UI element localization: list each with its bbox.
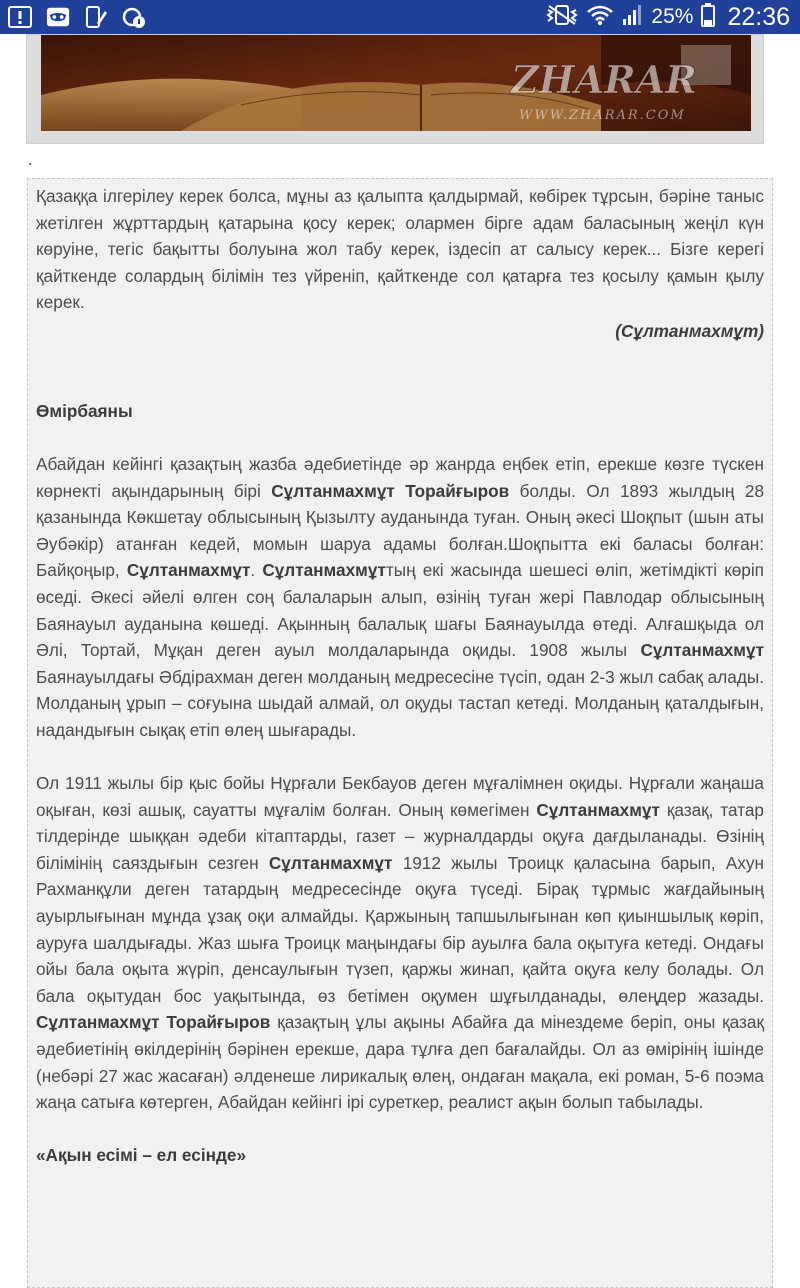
- spacer: [36, 743, 764, 770]
- spacer: [36, 424, 764, 451]
- notification-icons: [8, 5, 146, 29]
- text: Абайдан кейінгі қазақтың жазба әдебиетінде әр жанрда еңбек етіп, ерекше көзге түскен көрнекті ақындарының бірі: [36, 453, 764, 501]
- books-illustration: [41, 35, 751, 131]
- banner-image[interactable]: [41, 35, 751, 131]
- text: болды. Ол 1893 жылдың 28 қазанында Көкшетау облысының Қызылту ауданында туған. Оның әкесі Шоқпыт (шын аты Әубәкір) атанған кедей, момын шаруа адамы болған.Шоқпытта екі баласы болған: Байқоңыр,: [36, 480, 764, 581]
- vibrate-mute-icon: [545, 4, 579, 31]
- text: Ол 1911 жылы бір қыс бойы Нұрғали Бекбауов деген мұғалімнен оқиды. Нұрғали жаңаша оқыған, көзі ашық, сауатты мұғалім болған. Оның көмегімен: [36, 773, 764, 820]
- biography-paragraph-1: [36, 451, 764, 744]
- wifi-icon: [587, 4, 613, 31]
- text: тың екі жасында шешесі өліп, жетімдікті көріп өседі. Әкесі әйелі өлген соң балаларын алып, өзінің туған жері Павлодар облысының Баянауыл ауданына көшеді. Ақынның балалық шағы Баянауылда өтеді. Алғашқыда ол Әлі, Тортай, Мұқан деген ауыл молдаларында оқиды. 1908 жылы: [36, 560, 764, 661]
- bold-name: Сұлтанмахмұт: [268, 852, 393, 873]
- biography-paragraph-2: [36, 770, 764, 1116]
- banner-url: WWW.ZHARAR.COM: [519, 108, 686, 123]
- battery-icon: [701, 3, 715, 32]
- battery-percent: 25%: [651, 5, 694, 28]
- bold-name: Сұлтанмахмұт Торайғыров: [36, 1012, 271, 1033]
- epigraph-author: (Сұлтанмахмұт): [615, 320, 764, 341]
- text: Баянауылдағы Әбдірахман деген молданың медресесіне түсіп, одан 2-3 жыл сабақ алады. Молданың ұрып – соғуына шыдай алмай, ол оқуды тастап кетеді. Молданың қаталдығын, надандығын сықақ етіп өлең шығарады.: [36, 666, 764, 740]
- bold-name: Сұлтанмахмұт Торайғыров: [271, 480, 510, 501]
- article-content: [27, 178, 773, 1288]
- spacer: [36, 371, 764, 398]
- incognito-mask-icon: [46, 5, 70, 29]
- settings-info-icon: [122, 5, 146, 29]
- text: қазақтың ұлы ақыны Абайға да мінездеме беріп, оны қазақ әдебиетінің өкілдерінің бәрінен ерекше, дара тұлға деп бағалайды. Ол аз өмірінің ішінде (небәрі 27 жас жасаған) әлденеше лирикалық өлең, ондаған мақала, екі роман, 5-6 поэма жаңа сатыға көтерген, Абайдан кейінгі ірі суреткер, реалист ақын болып табылады.: [36, 1012, 764, 1113]
- bold-name: Сұлтанмахмұт: [536, 799, 660, 820]
- banner-logo: ZHARAR: [511, 57, 697, 102]
- status-bar: [0, 0, 800, 34]
- alert-notification-icon: [8, 5, 32, 29]
- bold-name: Сұлтанмахмұт: [640, 640, 764, 661]
- bold-name: Сұлтанмахмұт: [126, 560, 251, 581]
- spacer: [36, 1116, 764, 1143]
- device-edit-icon: [84, 5, 108, 29]
- subheading: «Ақын есімі – ел есінде»: [36, 1145, 247, 1166]
- signal-strength-icon: [621, 4, 643, 31]
- spacer: [36, 345, 764, 372]
- text: 1912 жылы Троицк қаласына барып, Ахун Рахманқұли деген татардың медресесінде оқуға түседі. Бірақ тұрмыс жағдайының ауырлығынан мұнда ұзақ оқи алмайды. Қаржының тапшылығынан көп қиыншылық көріп, ауруға шалдығады. Жаз шыға Троицк маңындағы бір ауылға бала оқытуға кетеді. Ондағы ойы бала оқыта жүріп, денсаулығын түзеп, қаржы жинап, қайта оқуға келу болады. Ол бала оқытудан бос уақытында, өз бетімен оқумен шұғылданады, өлеңдер жазады.: [36, 852, 764, 1006]
- separator: .: [28, 152, 33, 169]
- system-indicators: [545, 3, 790, 31]
- text: қазақ, татар тілдерінде шыққан әдеби кітаптарды, газет – журналдарды оқуға дағдыланады. Өзінің білімінің саяздығын сезген: [36, 799, 764, 873]
- text: .: [250, 560, 263, 581]
- clock: 22:36: [727, 2, 790, 31]
- bold-name: Сұлтанмахмұт: [262, 560, 386, 581]
- banner-frame: [26, 34, 764, 144]
- section-title: Өмірбаяны: [36, 400, 133, 421]
- epigraph-quote: Қазаққа ілгерілеу керек болса, мұны аз қалыпта қалдырмай, көбірек тұрсын, бәріне таныс жетілген жұрттардың қатарына қосу керек; олармен бірге адам баласының жеңіл күн көруіне, тегіс бақытты болуына жол табу керек, іздесіп ат салысу керек... Бізге керегі қайткенде солардың білімін тез үйреніп, қайткенде сол қатарға тез қосылу қамын қылу керек.: [36, 186, 764, 313]
